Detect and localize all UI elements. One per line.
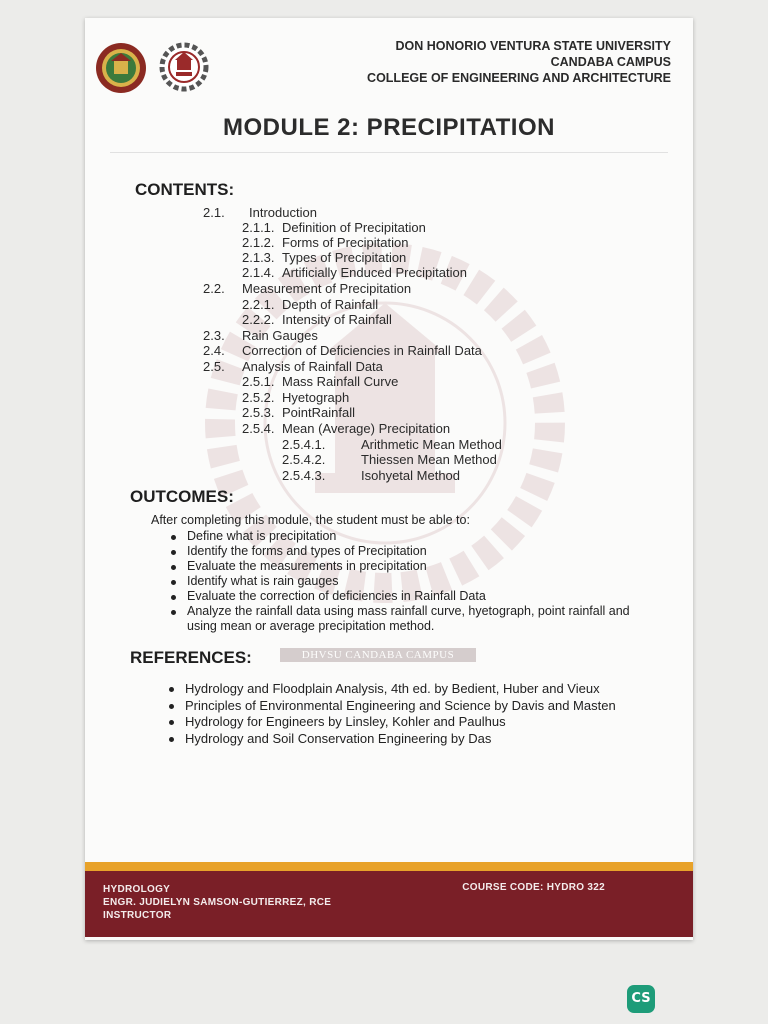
toc-item-label: Analysis of Rainfall Data xyxy=(242,359,383,374)
document-page xyxy=(85,18,693,940)
reference-item: Hydrology and Floodplain Analysis, 4th ed. by Bedient, Huber and Vieux xyxy=(163,681,643,698)
toc-item-label: Introduction xyxy=(249,205,317,220)
outcome-item: Identify the forms and types of Precipitation xyxy=(165,544,635,559)
toc-item-label: Thiessen Mean Method xyxy=(361,452,497,467)
university-seal-icon xyxy=(95,42,147,94)
toc-item-number: 2.5.4.1. xyxy=(282,437,326,452)
toc-item-label: Isohyetal Method xyxy=(361,468,461,483)
toc-item-number: 2.5.4.3. xyxy=(282,468,326,483)
outcome-item: Identify what is rain gauges xyxy=(165,574,635,589)
toc-item-label: PointRainfall xyxy=(282,405,355,420)
toc-item-number: 2.3. xyxy=(203,328,225,343)
outcome-item: Evaluate the correction of deficiencies in Rainfall Data xyxy=(165,589,635,604)
toc-item-label: Mass Rainfall Curve xyxy=(282,374,399,389)
toc-item-label: Arithmetic Mean Method xyxy=(361,437,502,452)
contents-heading: CONTENTS: xyxy=(135,180,235,199)
toc-item-label: Definition of Precipitation xyxy=(282,220,426,235)
references-list xyxy=(163,681,643,747)
outcomes-heading: OUTCOMES: xyxy=(130,487,234,506)
toc-item-label: Hyetograph xyxy=(282,390,350,405)
toc-item-number: 2.2.2. xyxy=(242,312,275,327)
toc-item-label: Depth of Rainfall xyxy=(282,297,379,312)
toc-item-label: Rain Gauges xyxy=(242,328,318,343)
toc-item-label: Artificially Enduced Precipitation xyxy=(282,265,467,280)
reference-item: Principles of Environmental Engineering and Science by Davis and Masten xyxy=(163,698,643,715)
college-name: COLLEGE OF ENGINEERING AND ARCHITECTURE xyxy=(367,71,671,85)
camscanner-badge-icon[interactable]: CS xyxy=(627,985,655,1013)
toc-item-number: 2.1. xyxy=(203,205,225,220)
footer-instructor-name: ENGR. JUDIELYN SAMSON-GUTIERREZ, RCE xyxy=(103,897,332,908)
title-divider xyxy=(110,152,668,153)
toc-item-number: 2.2.1. xyxy=(242,297,275,312)
module-title: MODULE 2: PRECIPITATION xyxy=(223,114,555,141)
toc-item-number: 2.1.1. xyxy=(242,220,275,235)
toc-item-number: 2.5. xyxy=(203,359,225,374)
university-name: DON HONORIO VENTURA STATE UNIVERSITY xyxy=(395,39,671,53)
footer-subject: HYDROLOGY xyxy=(103,884,171,895)
page-footer xyxy=(85,871,693,937)
outcomes-list xyxy=(165,529,635,634)
toc-item-number: 2.2. xyxy=(203,281,225,296)
outcome-item: Evaluate the measurements in precipitation xyxy=(165,559,635,574)
outcome-item: Define what is precipitation xyxy=(165,529,635,544)
toc-item-label: Intensity of Rainfall xyxy=(282,312,392,327)
toc-item-number: 2.1.2. xyxy=(242,235,275,250)
footer-course-code: COURSE CODE: HYDRO 322 xyxy=(462,882,605,893)
toc-item-label: Types of Precipitation xyxy=(282,250,407,265)
toc-item-number: 2.5.3. xyxy=(242,405,275,420)
toc-item-number: 2.5.2. xyxy=(242,390,275,405)
university-header xyxy=(367,38,671,86)
toc-item-number: 2.5.4. xyxy=(242,421,275,436)
toc-item-label: Mean (Average) Precipitation xyxy=(282,421,451,436)
toc-item-number: 2.4. xyxy=(203,343,225,358)
toc-item-label: Forms of Precipitation xyxy=(282,235,409,250)
outcomes-intro: After completing this module, the student must be able to: xyxy=(151,513,470,527)
campus-name: CANDABA CAMPUS xyxy=(550,55,671,69)
footer-accent-line xyxy=(85,862,693,871)
outcome-item: Analyze the rainfall data using mass rainfall curve, hyetograph, point rainfall and using mean or average precipitation method. xyxy=(165,604,635,634)
college-seal-icon xyxy=(159,42,209,92)
reference-item: Hydrology and Soil Conservation Engineering by Das xyxy=(163,731,643,748)
reference-item: Hydrology for Engineers by Linsley, Kohler and Paulhus xyxy=(163,714,643,731)
toc-item-label: Correction of Deficiencies in Rainfall Data xyxy=(242,343,482,358)
campus-stamp: DHVSU CANDABA CAMPUS xyxy=(280,648,476,662)
toc-item-number: 2.5.1. xyxy=(242,374,275,389)
toc-item-number: 2.5.4.2. xyxy=(282,452,326,467)
toc-item-number: 2.1.4. xyxy=(242,265,275,280)
toc-item-number: 2.1.3. xyxy=(242,250,275,265)
footer-instructor-role: INSTRUCTOR xyxy=(103,910,172,921)
references-heading: REFERENCES: xyxy=(130,648,252,667)
toc-item-label: Measurement of Precipitation xyxy=(242,281,412,296)
